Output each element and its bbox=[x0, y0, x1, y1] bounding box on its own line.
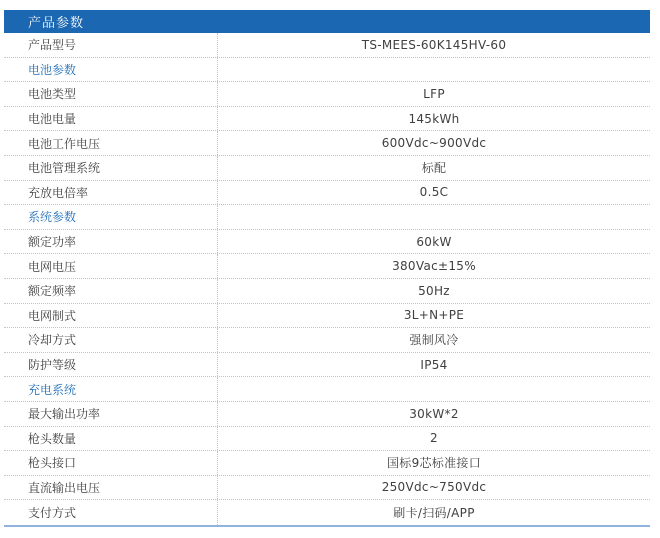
table-row bbox=[4, 451, 650, 476]
param-label: 电网制式 bbox=[4, 304, 218, 328]
table-row bbox=[4, 181, 650, 206]
table-row bbox=[4, 353, 650, 378]
table-row bbox=[4, 500, 650, 525]
param-value: 国标9芯标准接口 bbox=[386, 456, 482, 471]
param-label: 冷却方式 bbox=[4, 328, 218, 352]
param-value: 3L+N+PE bbox=[403, 308, 465, 323]
param-value: 强制风冷 bbox=[409, 333, 459, 348]
param-label: 电池类型 bbox=[4, 82, 218, 106]
param-label: 枪头接口 bbox=[4, 451, 218, 475]
table-row bbox=[4, 230, 650, 255]
param-value: 600Vdc~900Vdc bbox=[381, 136, 487, 151]
param-label: 枪头数量 bbox=[4, 427, 218, 451]
param-label: 额定功率 bbox=[4, 230, 218, 254]
param-value: 刷卡/扫码/APP bbox=[393, 506, 475, 521]
param-value: 0.5C bbox=[419, 185, 449, 200]
param-value bbox=[218, 377, 650, 401]
param-value: 60kW bbox=[416, 234, 452, 249]
table-row bbox=[4, 304, 650, 329]
param-label: 防护等级 bbox=[4, 353, 218, 377]
section-label: 系统参数 bbox=[4, 205, 218, 229]
table-row bbox=[4, 476, 650, 501]
table-row bbox=[4, 33, 650, 58]
param-value: 2 bbox=[430, 431, 438, 446]
table-row bbox=[4, 82, 650, 107]
table-row bbox=[4, 205, 650, 230]
table-row bbox=[4, 156, 650, 181]
param-label: 支付方式 bbox=[4, 500, 218, 525]
table-row bbox=[4, 402, 650, 427]
table-row bbox=[4, 254, 650, 279]
param-value: LFP bbox=[423, 86, 445, 101]
section-label: 充电系统 bbox=[4, 377, 218, 401]
param-label: 电池管理系统 bbox=[4, 156, 218, 180]
param-value: 145kWh bbox=[408, 111, 460, 126]
section-label: 电池参数 bbox=[4, 58, 218, 82]
param-value: 标配 bbox=[421, 161, 447, 176]
panel-header bbox=[4, 10, 650, 33]
param-value: 30kW*2 bbox=[409, 406, 459, 421]
param-label: 额定频率 bbox=[4, 279, 218, 303]
param-label: 直流输出电压 bbox=[4, 476, 218, 500]
param-value: IP54 bbox=[420, 357, 448, 372]
param-value: 250Vdc~750Vdc bbox=[381, 480, 487, 495]
table-row bbox=[4, 377, 650, 402]
param-value bbox=[218, 58, 650, 82]
param-label: 产品型号 bbox=[4, 33, 218, 57]
table-row bbox=[4, 279, 650, 304]
panel-title: 产品参数 bbox=[28, 16, 85, 31]
param-label: 最大输出功率 bbox=[4, 402, 218, 426]
table-row bbox=[4, 131, 650, 156]
table-row bbox=[4, 107, 650, 132]
table-row bbox=[4, 328, 650, 353]
param-label: 充放电倍率 bbox=[4, 181, 218, 205]
param-value: 50Hz bbox=[418, 283, 450, 298]
param-label: 电网电压 bbox=[4, 254, 218, 278]
spec-table bbox=[4, 33, 650, 527]
table-row bbox=[4, 58, 650, 83]
product-spec-panel bbox=[4, 10, 650, 527]
param-label: 电池电量 bbox=[4, 107, 218, 131]
param-value bbox=[218, 205, 650, 229]
param-label: 电池工作电压 bbox=[4, 131, 218, 155]
table-row bbox=[4, 427, 650, 452]
param-value: 380Vac±15% bbox=[392, 259, 476, 274]
param-value: TS-MEES-60K145HV-60 bbox=[361, 37, 507, 52]
